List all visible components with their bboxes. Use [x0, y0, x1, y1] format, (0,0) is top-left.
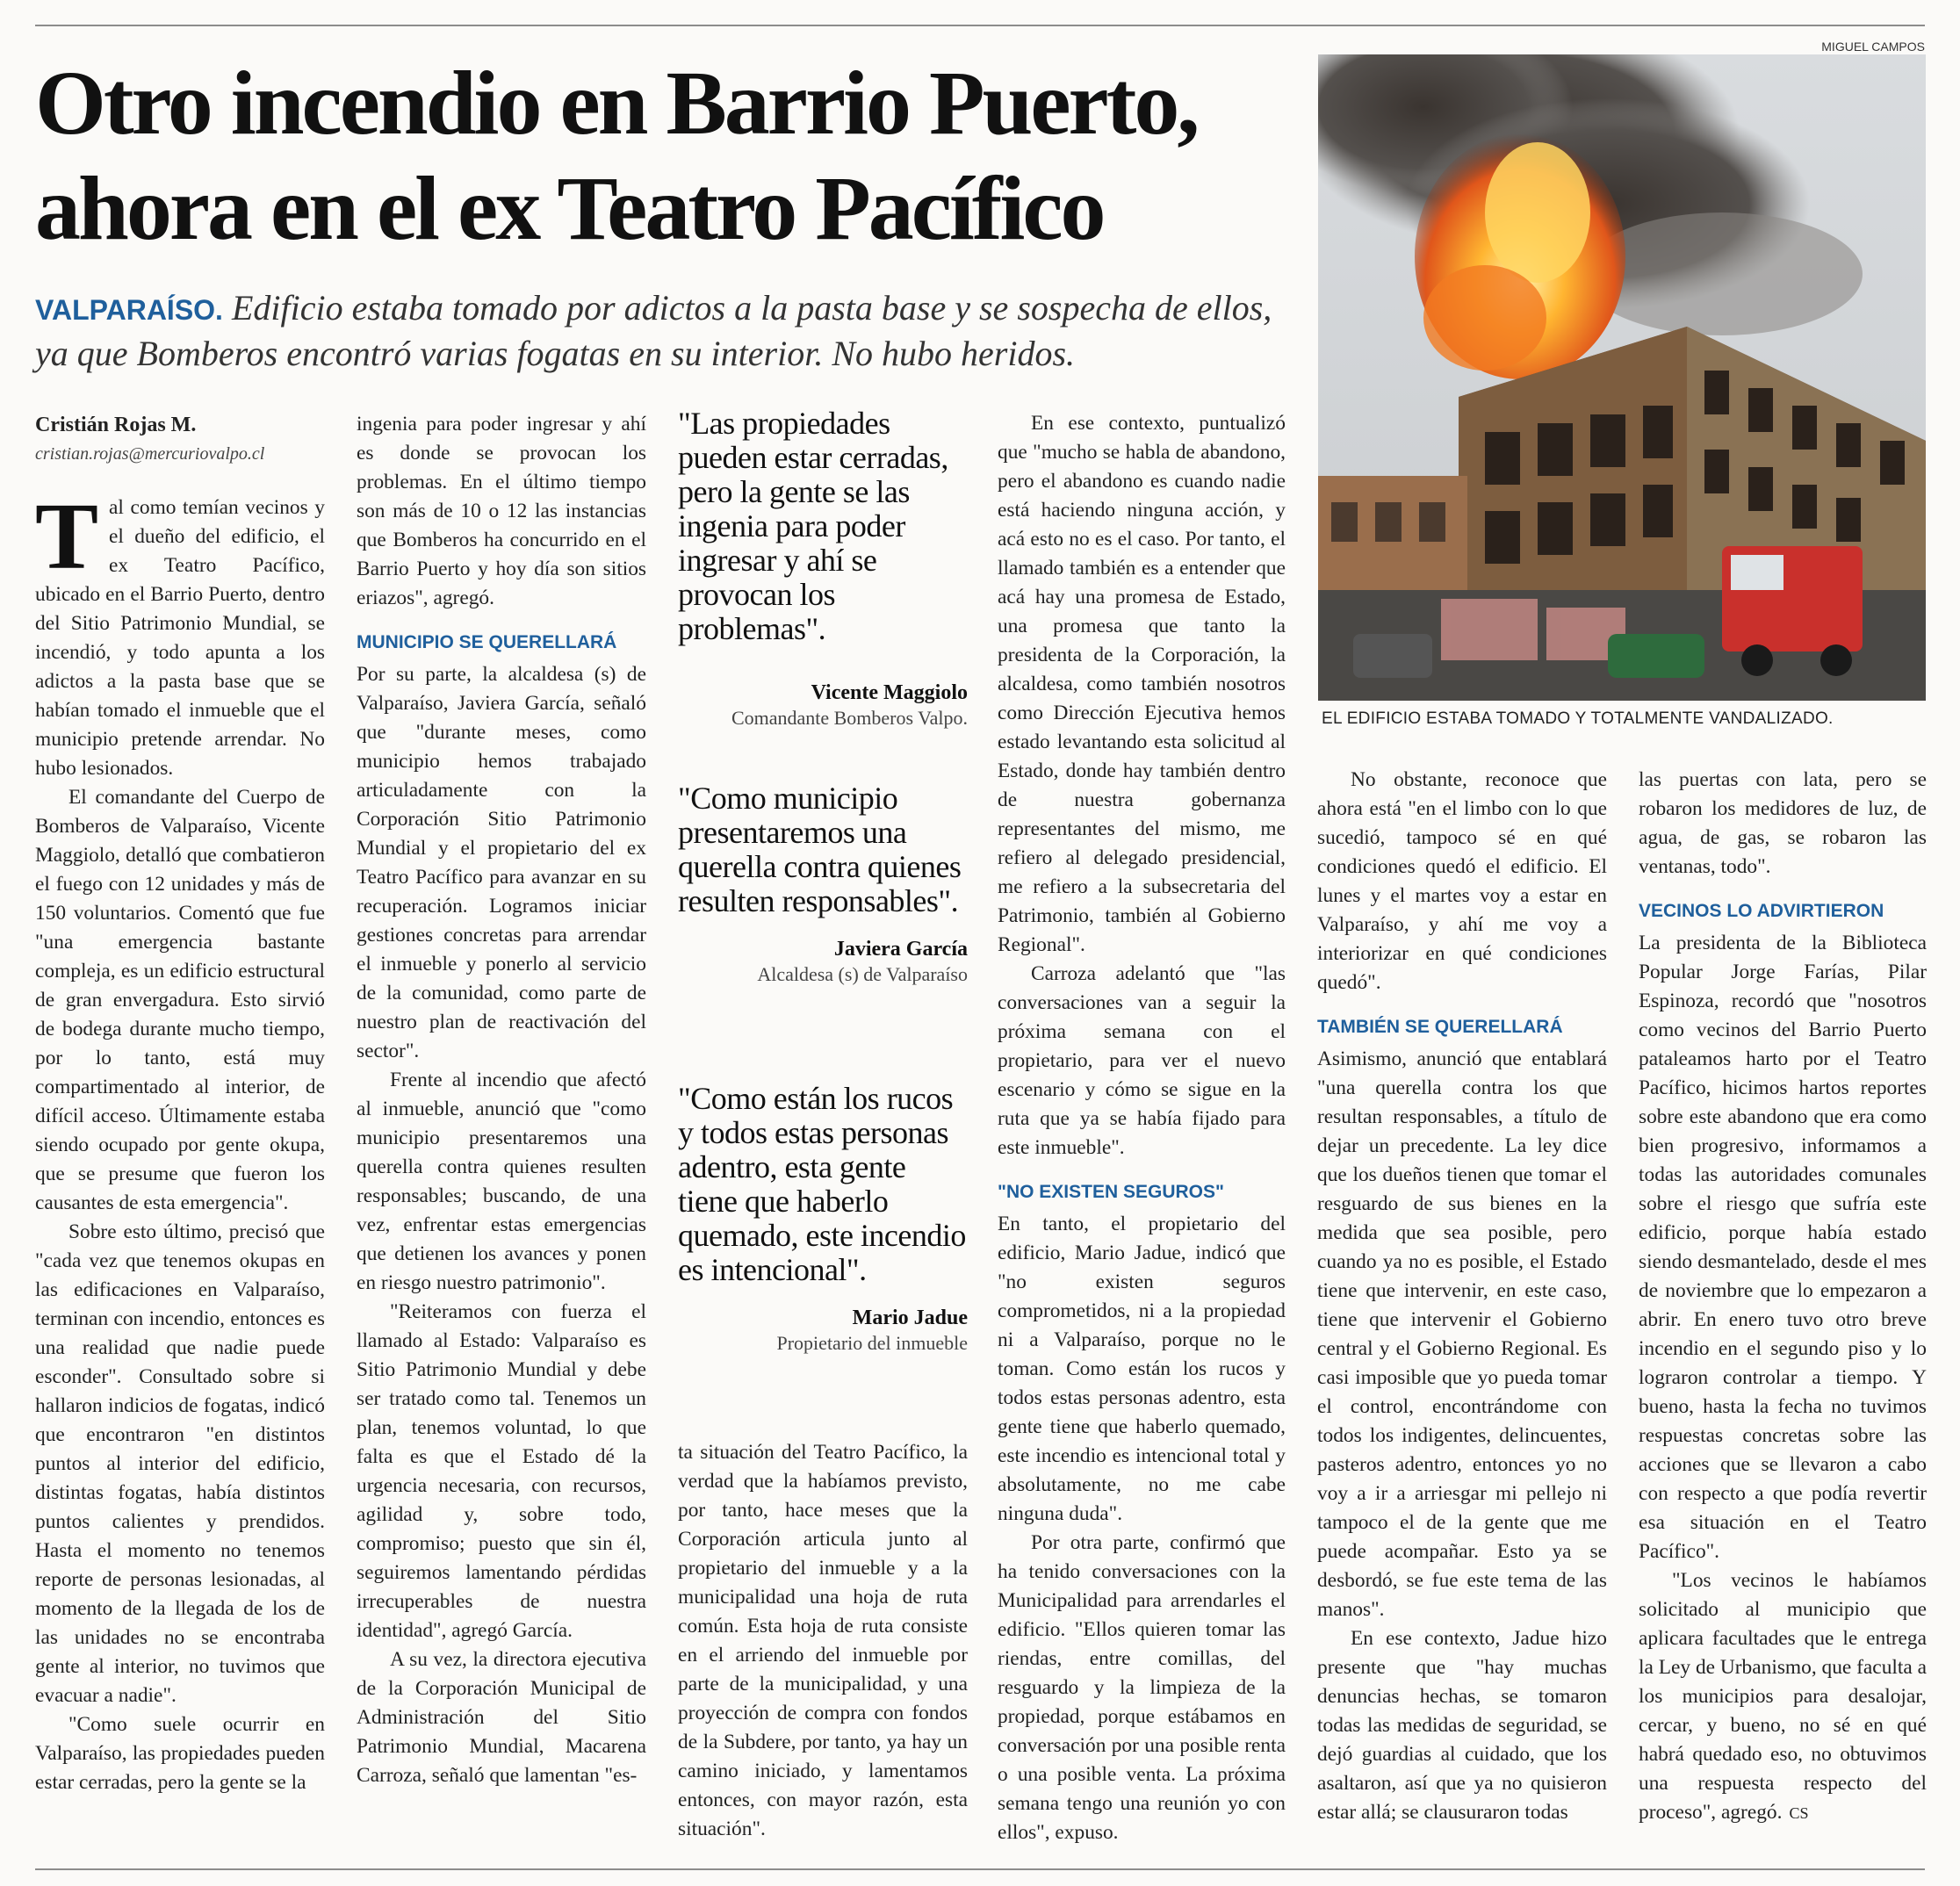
subheading: TAMBIÉN SE QUERELLARÁ: [1317, 1017, 1563, 1037]
dropcap: T: [35, 485, 99, 589]
paragraph: Carroza adelantó que "las conversaciones van a seguir la próxima semana con el propietario, para ver el nuevo escenario y cómo se sigue en la ruta que ya se había fijado para este inmueble".: [998, 962, 1286, 1159]
subheading: VECINOS LO ADVIRTIERON: [1639, 901, 1884, 921]
paragraph: En tanto, el propietario del edificio, Mario Jadue, indicó que "no existen seguros comprometidos, ni a la propiedad ni a Valparaíso, porque no le toman. Como están los rucos y todos estas personas adentro, esta gente tiene que haberlo quemado, este incendio es intencional total y absolutamente, no me cabe ninguna duda".: [998, 1213, 1286, 1525]
column-1: [35, 411, 325, 1797]
paragraph: Sobre esto último, precisó que "cada vez que tenemos okupas en las edificaciones en Valparaíso, terminan con incendio, entonces es una realidad que nadie puede esconder". Consultado sobre si hallaron indicios de fogatas, indicó que encontraron "en distintos puntos al interior del edificio, distintas fogatas, había distintos puntos calientes y prendidos. Hasta el momento no tenemos reporte de personas lesionadas, al momento de la llegada de los de las unidades no se encontraba gente al interior, no tuvimos que evacuar a nadie".: [35, 1220, 325, 1707]
paragraph: El comandante del Cuerpo de Bomberos de Valparaíso, Vicente Maggiolo, detalló que combatieron el fuego con 12 unidades y más de 150 voluntarios. Comentó que fue "una emergencia bastante compleja, es un edificio estructural de gran envergadura. Esto sirvió de bodega durante mucho tiempo, por lo tanto, está muy compartimentado al interior, de difícil acceso. Últimamente estaba siendo ocupado por gente okupa, que se presume que fueron los causantes de esta emergencia".: [35, 786, 325, 1214]
column-5: [1317, 766, 1607, 1827]
paragraph: [1639, 1566, 1927, 1828]
col6-p3-text: "Los vecinos le habíamos solicitado al municipio que aplicara facultades que le entrega la Ley de Urbanismo, que faculta a los municipios para desalojar, cercar, y bueno, no sé en qué habrá quedado eso, no obtuvimos una respuesta respecto del proceso", agregó.: [1639, 1569, 1927, 1824]
quote-name: Vicente Maggiolo: [811, 681, 968, 704]
column-4: [998, 409, 1286, 1847]
paragraph: Asimismo, anunció que entablará "una querella contra los que resultan responsables, a título de dejar un precedente. La ley dice que los dueños tienen que tomar el resguardo de sus bienes en la medida que sea posible, pero cuando ya no es posible, el Estado tiene que intervenir, en este caso, tiene que intervenir el Gobierno central y el Gobierno Regional. Es casi imposible que yo pueda tomar el control, encontrándome con todos los indigentes, delincuentes, pasteros adentro, entonces yo no voy a ir a arriesgar mi pellejo ni tampoco el de la gente que me puede acompañar. Esto ya se desbordó, se fue este tema de las manos".: [1317, 1047, 1607, 1621]
paragraph: Frente al incendio que afectó al inmueble, anunció que "como municipio presentaremos una querella contra quienes resulten responsables; buscando, de una vez, enfrentar estas emergencias que detienen los avances y ponen en riesgo nuestro patrimonio".: [357, 1069, 646, 1294]
paragraph: Por otra parte, confirmó que ha tenido conversaciones con la Municipalidad para arrendarles el edificio. "Ellos quieren tomar las riendas, entre comillas, del resguardo y la limpieza de la propiedad, porque estábamos en conversación por una posible renta o una posible venta. La próxima semana tengo una reunión yo con ellos", expuso.: [998, 1531, 1286, 1844]
quote-name: Javiera García: [833, 938, 968, 961]
pull-quote: [678, 781, 968, 986]
column-2: [357, 410, 646, 1790]
lead-paragraph: [35, 485, 325, 783]
paragraph: A su vez, la directora ejecutiva de la Corporación Municipal de Administración del Sitio Patrimonio Mundial, Macarena Carroza, señaló que lamentan "es-: [357, 1648, 646, 1787]
paragraph: ingenia para poder ingresar y ahí es donde se provocan los problemas. En el último tiempo son más de 10 o 12 las instancias que Bomberos ha concurrido en el Barrio Puerto y hoy día son sitios eriazos", agregó.: [357, 413, 646, 609]
pull-quote: [678, 407, 968, 730]
end-mark: CS: [1789, 1804, 1809, 1822]
subheading: MUNICIPIO SE QUERELLARÁ: [357, 632, 617, 652]
photo-credit: MIGUEL CAMPOS: [1821, 40, 1925, 54]
paragraph: las puertas con lata, pero se robaron los medidores de luz, de agua, de gas, se robaron las ventanas, todo".: [1639, 768, 1927, 878]
pull-quote: [678, 1082, 968, 1355]
paragraph: ta situación del Teatro Pacífico, la verdad que la habíamos previsto, por tanto, hace meses que la Corporación articula junto al propietario del inmueble y a la municipalidad una hoja de ruta común. Esta hoja de ruta consiste en el arriendo del inmueble por parte de la municipalidad, y una proyección de compra con fondos de la Subdere, por tanto, ya hay un camino iniciado, y lamentamos entonces, con mayor razón, esta situación".: [678, 1441, 968, 1840]
quote-role: Alcaldesa (s) de Valparaíso: [757, 963, 968, 985]
headline: Otro incendio en Barrio Puerto, ahora en el ex Teatro Pacífico: [35, 53, 1198, 259]
deck-kicker: VALPARAÍSO.: [35, 294, 223, 326]
quote-text: "Como están los rucos y todos estas personas adentro, esta gente tiene que haberlo quemado, este incendio es intencional".: [678, 1081, 966, 1287]
quote-role: Comandante Bomberos Valpo.: [731, 707, 968, 729]
paragraph: No obstante, reconoce que ahora está "en el limbo con lo que sucedió, tampoco sé en qué condiciones quedó el edificio. El lunes y el martes voy a estar en Valparaíso, y ahí me voy a interiorizar en qué condiciones quedó".: [1317, 768, 1607, 994]
col1-p1-text: al como temían vecinos y el dueño del edificio, el ex Teatro Pacífico, ubicado en el Barrio Puerto, dentro del Sitio Patrimonio Mundial, se incendió, y todo apunta a los adictos a la pasta base que se habían tomado el inmueble que el municipio pretende arrendar. No hubo lesionados.: [35, 496, 325, 780]
quote-role: Propietario del inmueble: [776, 1332, 968, 1354]
subheading: "NO EXISTEN SEGUROS": [998, 1182, 1224, 1202]
deck: [35, 286, 1291, 376]
bottom-rule: [35, 1868, 1925, 1870]
paragraph: En ese contexto, puntualizó que "mucho se habla de abandono, pero el abandono es cuando nadie está haciendo ninguna acción, y acá esto no es el caso. Por tanto, el llamado también es a entender que acá hay una promesa de Estado, una promesa que tanto la presidenta de la Corporación, la alcaldesa, como también nosotros como Dirección Ejecutiva hemos estado levantando esta solicitud al Estado, donde hay también dentro de nuestra gobernanza representantes del mismo, me refiero al delegado presidencial, me refiero a la subsecretaria del Patrimonio, también al Gobierno Regional".: [998, 412, 1286, 956]
paragraph: La presidenta de la Biblioteca Popular Jorge Farías, Pilar Espinoza, recordó que "nosotros como vecinos del Barrio Puerto pataleamos harto por el Teatro Pacífico, hicimos hartos reportes sobre este abandono que era como bien progresivo, informamos a todas las autoridades comunales sobre el riesgo que sufría este edificio, porque había estado siendo desmantelado, desde el mes de noviembre que lo empezaron a abrir. En enero tuvo otro breve incendio en el segundo piso y lo lograron controlar a tiempo. Y bueno, hasta la fecha no tuvimos respuestas concretas sobre las acciones que se llevaron a cabo con respecto a que podía revertir esa situación en el Teatro Pacífico".: [1639, 932, 1927, 1563]
paragraph: "Como suele ocurrir en Valparaíso, las propiedades pueden estar cerradas, pero la gente se la: [35, 1713, 325, 1794]
quote-text: "Como municipio presentaremos una querella contra quienes resulten responsables".: [678, 781, 962, 918]
paragraph: Por su parte, la alcaldesa (s) de Valparaíso, Javiera García, señaló que "durante meses, como municipio hemos trabajado articuladamente con la Corporación Sitio Patrimonio Mundial y el propietario del ex Teatro Pacífico para avanzar en su recuperación. Logramos iniciar gestiones concretas para arrendar el inmueble y ponerlo al servicio de la comunidad, como parte de nuestro plan de reactivación del sector".: [357, 663, 646, 1062]
column-3-text: [678, 1438, 968, 1844]
quote-name: Mario Jadue: [852, 1307, 968, 1329]
fire-photo: [1318, 54, 1926, 701]
column-6: [1639, 766, 1927, 1828]
byline-author: Cristián Rojas M.: [35, 414, 197, 436]
deck-text: Edificio estaba tomado por adictos a la pasta base y se sospecha de ellos, ya que Bomberos encontró varias fogatas en su interior. No hubo heridos.: [35, 288, 1272, 373]
quote-text: "Las propiedades pueden estar cerradas, pero la gente se las ingenia para poder ingresar y ahí se provocan los problemas".: [678, 406, 948, 646]
top-rule: [35, 25, 1925, 26]
byline-email: cristian.rojas@mercuriovalpo.cl: [35, 444, 265, 464]
paragraph: "Reiteramos con fuerza el llamado al Estado: Valparaíso es Sitio Patrimonio Mundial y debe ser tratado como tal. Tenemos un plan, tenemos voluntad, lo que falta es que el Estado dé la urgencia necesaria, con recursos, agilidad y, sobre todo, compromiso; puesto que sin él, seguiremos lamentando pérdidas irrecuperables de nuestra identidad", agregó García.: [357, 1300, 646, 1642]
photo-caption: EL EDIFICIO ESTABA TOMADO Y TOTALMENTE VANDALIZADO.: [1322, 709, 1834, 728]
paragraph: En ese contexto, Jadue hizo presente que "hay muchas denuncias hechas, se tomaron todas las medidas de seguridad, se dejó guardias al cuidado, que los asaltaron, así que ya no quisieron estar allá; se clausuraron todas: [1317, 1627, 1607, 1824]
